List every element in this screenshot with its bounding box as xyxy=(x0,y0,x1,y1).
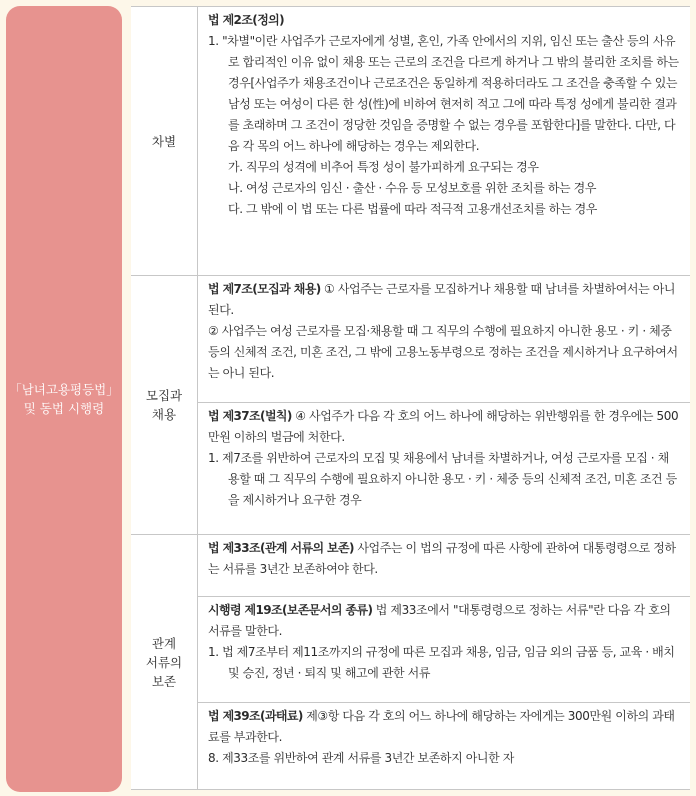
article-subitem: 다. 그 밖에 이 법 또는 다른 법률에 따라 적극적 고용개선조치를 하는 경우 xyxy=(228,202,597,216)
article-paragraph: ④ 사업주가 다음 각 호의 어느 하나에 해당하는 위반행위를 한 경우에는 500만원 이하의 벌금에 처한다. xyxy=(208,409,679,444)
article-heading: 법 제7조(모집과 채용) xyxy=(208,282,321,296)
category-records xyxy=(131,535,198,789)
article-2-cell xyxy=(198,7,690,220)
article-subitem: 가. 직무의 성격에 비추어 특정 성이 불가피하게 요구되는 경우 xyxy=(228,160,539,174)
article-item: 8. 제33조를 위반하여 관계 서류를 3년간 보존하지 아니한 자 xyxy=(208,751,514,765)
category-recruitment xyxy=(131,276,198,534)
article-39-cell xyxy=(198,702,690,789)
article-subitem: 나. 여성 근로자의 임신 · 출산 · 수유 등 모성보호를 위한 조치를 하는 경우 xyxy=(228,181,597,195)
article-paragraph: ① 사업주는 근로자를 모집하거나 채용할 때 남녀를 차별하여서는 아니 된다. xyxy=(208,282,676,317)
article-7-cell xyxy=(198,276,690,402)
article-33-cell xyxy=(198,535,690,596)
side-label xyxy=(9,380,119,418)
section-records xyxy=(131,535,690,789)
article-heading: 법 제39조(과태료) xyxy=(208,709,303,723)
law-table xyxy=(131,6,690,790)
article-37-cell xyxy=(198,402,690,534)
article-item: 1. "차별"이란 사업주가 근로자에게 성별, 혼인, 가족 안에서의 지위, 임신 또는 출산 등의 사유로 합리적인 이유 없이 채용 또는 근로의 조건을 다르게 하거나 그 밖의 불리한 조치를 하는 경우[사업주가 채용조건이나 근로조건은 동일하게 적용하더라도 그 조건을 충족할 수 있는 남성 또는 여성이 다른 한 성(性)에 비하여 현저히 적고 그에 따라 특정 성에게 불리한 결과를 초래하며 그 조건이 정당한 것임을 증명할 수 없는 경우를 포함한다]를 말한다. 다만, 다음 각 목의 어느 하나에 해당하는 경우는 제외한다. xyxy=(208,34,679,153)
article-heading: 법 제33조(관계 서류의 보존) xyxy=(208,541,354,555)
side-label-band xyxy=(6,6,122,792)
category-label: 보존 xyxy=(151,673,177,689)
category-label: 차별 xyxy=(151,133,177,149)
section-discrimination xyxy=(131,7,690,276)
category-label: 모집과 xyxy=(145,388,183,403)
article-heading: 법 제2조(정의) xyxy=(208,13,285,27)
category-label: 관계 xyxy=(151,635,177,651)
side-label-line1: 「남녀고용평등법」 xyxy=(9,382,119,397)
article-item: 1. 제7조를 위반하여 근로자의 모집 및 채용에서 남녀를 차별하거나, 여성 근로자를 모집 · 채용할 때 그 직무의 수행에 필요하지 아니한 용모 · 키 · 체중 등의 신체적 조건, 미혼 조건 등을 제시하거나 요구한 경우 xyxy=(208,451,677,507)
article-paragraph: 사업주는 이 법의 규정에 따른 사항에 관하여 대통령령으로 정하는 서류를 3년간 보존하여야 한다. xyxy=(208,541,676,576)
category-label: 채용 xyxy=(151,407,177,422)
category-label: 서류의 xyxy=(145,654,183,670)
article-item: 1. 법 제7조부터 제11조까지의 규정에 따른 모집과 채용, 임금, 임금 외의 금품 등, 교육 · 배치 및 승진, 정년 · 퇴직 및 해고에 관한 서류 xyxy=(208,645,675,680)
category-discrimination xyxy=(131,7,198,275)
side-label-line2: 및 동법 시행령 xyxy=(23,401,105,416)
article-paragraph: 제③항 다음 각 호의 어느 하나에 해당하는 자에게는 300만원 이하의 과태료를 부과한다. xyxy=(208,709,675,744)
article-heading: 시행령 제19조(보존문서의 종류) xyxy=(208,603,373,617)
article-heading: 법 제37조(벌칙) xyxy=(208,409,292,423)
decree-19-cell xyxy=(198,596,690,702)
article-paragraph: ② 사업주는 여성 근로자를 모집·채용할 때 그 직무의 수행에 필요하지 아니한 용모 · 키 · 체중 등의 신체적 조건, 미혼 조건, 그 밖에 고용노동부령으로 정하는 조건을 제시하거나 요구하여서는 아니 된다. xyxy=(208,324,678,380)
article-paragraph: 법 제33조에서 "대통령령으로 정하는 서류"란 다음 각 호의 서류를 말한다. xyxy=(208,603,671,638)
section-recruitment xyxy=(131,276,690,535)
